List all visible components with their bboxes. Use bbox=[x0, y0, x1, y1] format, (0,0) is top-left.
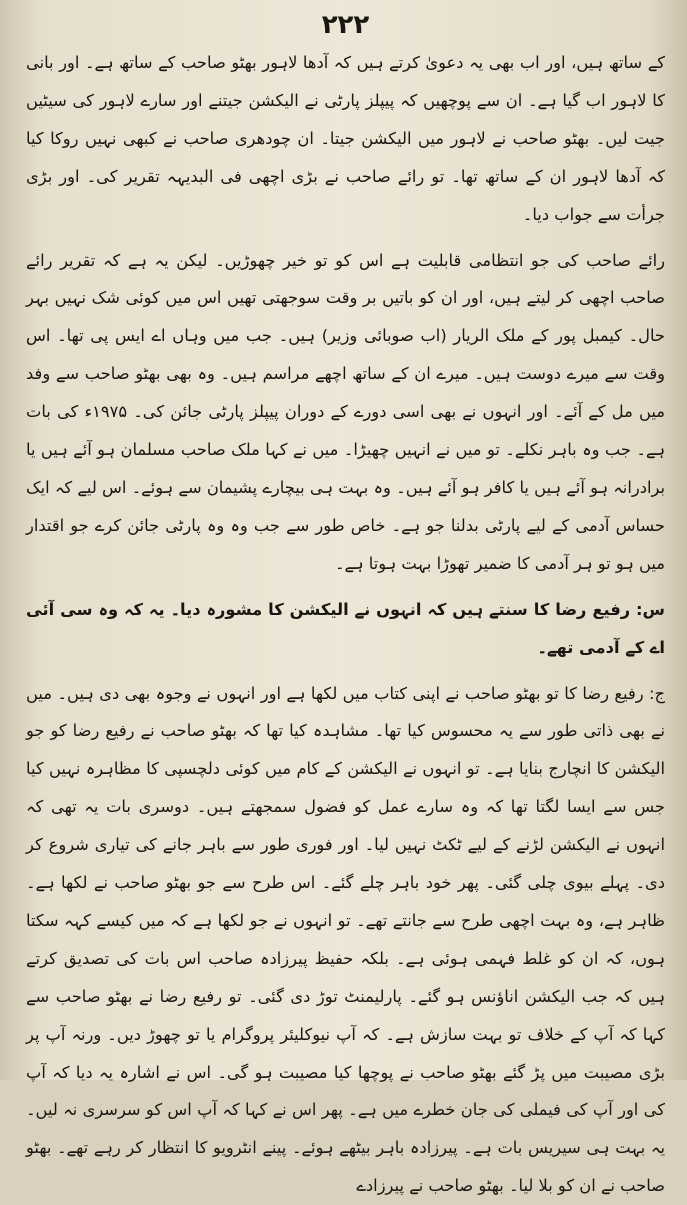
question-rafi-raza: س: رفیع رضا کا سنتے ہیں کہ انہوں نے الیکشن کا مشورہ دیا۔ یہ کہ وہ سی آئی اے کے آدمی تھے۔ bbox=[26, 591, 665, 667]
paragraph-lahore-claim: کے ساتھ ہیں، اور اب بھی یہ دعویٰ کرتے ہیں کہ آدھا لاہور بھٹو صاحب کے ساتھ ہے۔ اور بانی کا لاہور اب گیا ہے۔ ان سے پوچھیں کہ پیپلز پارٹی نے الیکشن جیتنے اور سارے لاہور کی سیٹیں جیت لیں۔ بھٹو صاحب نے لاہور میں الیکشن جیتا۔ ان چودھری صاحب نے کبھی نہیں روکا کیا کہ آدھا لاہور ان کے ساتھ تھا۔ تو رائے صاحب نے بڑی اچھی فی البدیہہ تقریر کی۔ اور بڑی جرأت سے جواب دیا۔ bbox=[26, 44, 665, 234]
paragraph-rai-sahib: رائے صاحب کی جو انتظامی قابلیت ہے اس کو تو خیر چھوڑیں۔ لیکن یہ ہے کہ تقریر رائے صاحب اچھی کر لیتے ہیں، اور ان کو باتیں بر وقت سوجھتی تھیں اس میں کوئی شک نہیں بہر حال۔ کیمبل پور کے ملک الریار (اب صوبائی وزیر) ہیں۔ جب میں وہاں اے ایس پی تھا۔ اس وقت سے میرے دوست ہیں۔ میرے ان کے ساتھ اچھے مراسم ہیں۔ وہ بھی بھٹو صاحب سے وفد میں مل کے آئے۔ اور انہوں نے بھی اسی دورے کے دوران پیپلز پارٹی جائن کی۔ ۱۹۷۵ء کی بات ہے۔ جب وہ باہر نکلے۔ تو میں نے انہیں چھیڑا۔ میں نے کہا ملک صاحب مسلمان ہو آئے ہیں یا برادرانہ ہو آئے ہیں یا کافر ہو آئے ہیں۔ وہ بہت ہی بیچارے پشیمان سے ہوئے۔ اس لیے کہ ایک حساس آدمی کے لیے پارٹی بدلنا جو ہے۔ خاص طور سے جب وہ وہ پارٹی جائن کرے جو اقتدار میں ہو تو ہر آدمی کا ضمیر تھوڑا بہت ہوتا ہے۔ bbox=[26, 242, 665, 583]
page-body-text bbox=[26, 44, 665, 1205]
page-number: ۲۲۲ bbox=[26, 10, 665, 40]
answer-rafi-raza: ج: رفیع رضا کا تو بھٹو صاحب نے اپنی کتاب میں لکھا ہے اور انہوں نے وجوہ بھی دی ہیں۔ میں نے بھی ذاتی طور سے یہ محسوس کیا تھا۔ مشاہدہ کیا تھا کہ بھٹو صاحب نے رفیع رضا کو جو الیکشن کا انچارج بنایا ہے۔ تو انہوں نے الیکشن کے کام میں کوئی دلچسپی کا مظاہرہ نہیں کیا جس سے ایسا لگتا تھا کہ وہ سارے عمل کو فضول سمجھتے ہیں۔ دوسری بات یہ تھی کہ انہوں نے الیکشن لڑنے کے لیے ٹکٹ نہیں لیا۔ اور فوری طور سے باہر جانے کی تیاری شروع کر دی۔ پہلے بیوی چلی گئی۔ پھر خود باہر چلے گئے۔ اس طرح سے جو بھٹو صاحب نے لکھا ہے۔ ظاہر ہے، وہ بہت اچھی طرح سے جانتے تھے۔ تو انہوں نے جو لکھا ہے کہ میں کیسے کہہ سکتا ہوں، کہ ان کو غلط فہمی ہوئی ہے۔ بلکہ حفیظ پیرزادہ صاحب اس بات کی تصدیق کرتے ہیں کہ جب الیکشن اناؤنس ہو گئے۔ پارلیمنٹ توڑ دی گئی۔ تو رفیع رضا نے بھٹو صاحب سے کہا کہ آپ کے خلاف تو بہت سازش ہے۔ کہ آپ نیوکلیئر پروگرام یا تو چھوڑ دیں۔ ورنہ آپ پر بڑی مصیبت میں پڑ گئے بھٹو صاحب نے پوچھا کیا مصیبت ہو گی۔ اس نے اشارہ یہ دیا کہ آپ کی اور آپ کی فیملی کی جان خطرے میں ہے۔ پھر اس نے کہا کہ آپ اس کو سرسری نہ لیں۔ یہ بہت ہی سیریس بات ہے۔ پیرزادہ باہر بیٹھے ہوئے۔ پینے انٹرویو کا انتظار کر رہے تھے۔ بھٹو صاحب نے ان کو بلا لیا۔ بھٹو صاحب نے پیرزادے bbox=[26, 675, 665, 1205]
